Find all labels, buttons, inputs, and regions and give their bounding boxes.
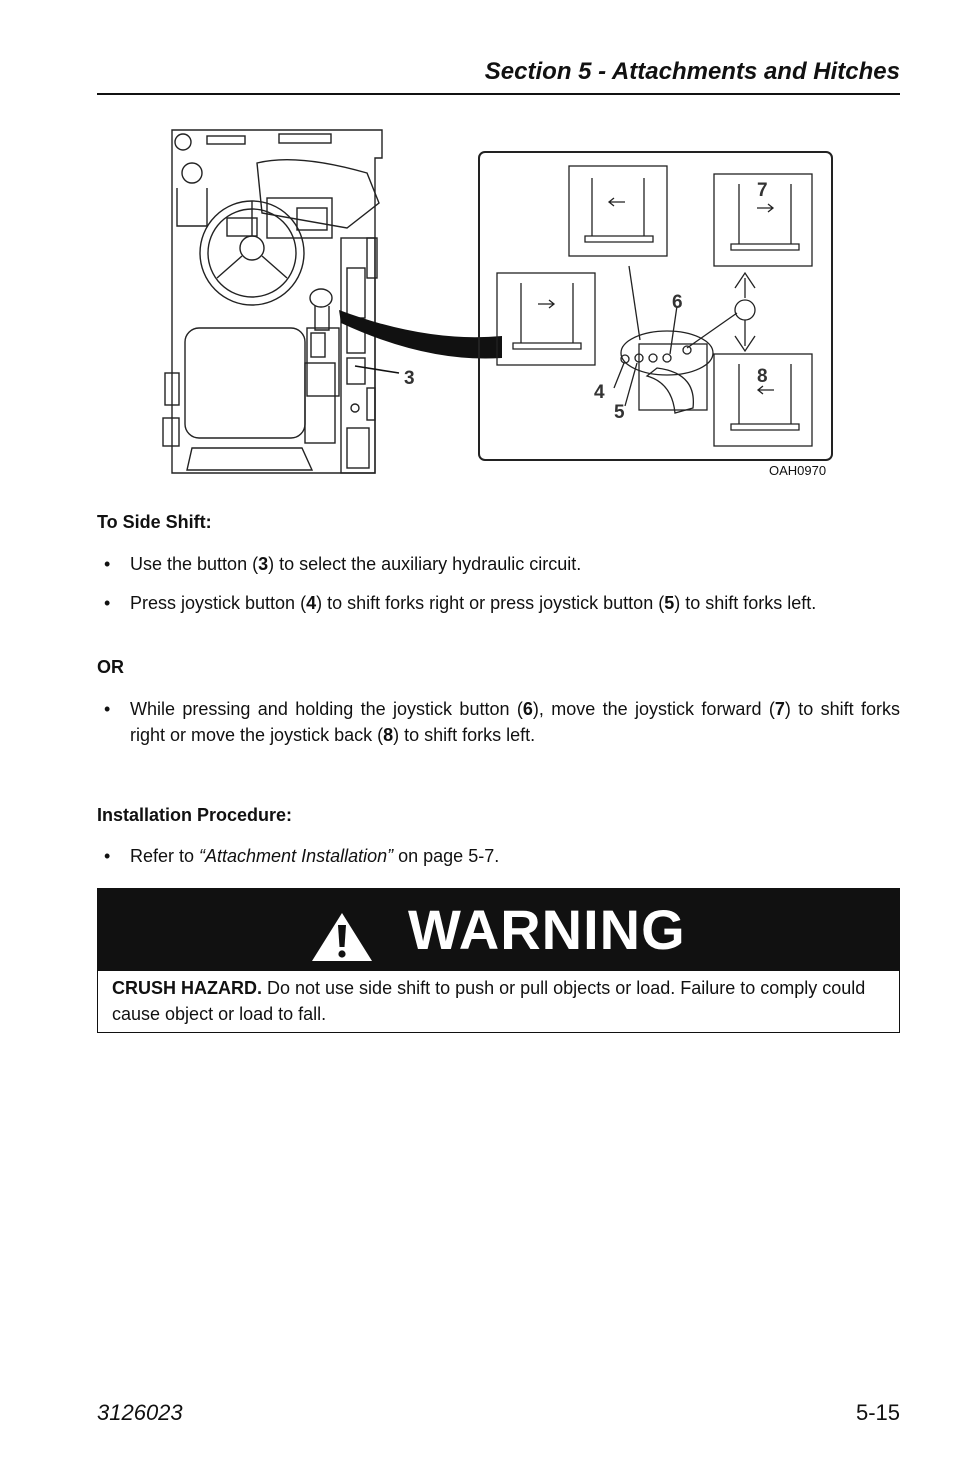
callout-4: 4 — [594, 382, 605, 403]
warning-bar — [98, 889, 899, 971]
side-shift-heading: To Side Shift: — [97, 512, 212, 532]
warning-title: WARNING — [408, 898, 686, 961]
figure-id: OAH0970 — [769, 463, 827, 478]
bullet-dot: • — [104, 846, 111, 866]
installation-heading: Installation Procedure: — [97, 805, 293, 825]
section-title: Section 5 - Attachments and Hitches — [484, 58, 900, 85]
warning-box — [97, 888, 900, 1033]
callout-3: 3 — [404, 368, 415, 389]
bullet-joystick-move: • While pressing and holding the joystick button (6), move the joystick forward (7) to shift forks right or move the joystick back (8) to shift forks left. — [104, 696, 900, 748]
page-number: 5-15 — [855, 1400, 900, 1425]
callout-7: 7 — [757, 180, 768, 201]
or-heading: OR — [97, 657, 124, 677]
bullet-dot: • — [104, 699, 111, 719]
callout-8: 8 — [757, 366, 768, 387]
bullet-refer-installation: • Refer to “Attachment Installation” on page 5-7. — [104, 843, 900, 869]
header-rule — [97, 93, 900, 95]
warning-triangle-icon — [310, 911, 374, 963]
joystick-side-shift-figure — [97, 118, 900, 488]
bullet-dot: • — [104, 593, 111, 613]
bullet-press-buttons: • Press joystick button (4) to shift forks right or press joystick button (5) to shift forks left. — [104, 590, 900, 616]
doc-number: 3126023 — [97, 1400, 183, 1425]
callout-6: 6 — [672, 292, 683, 313]
bullet-select-circuit: • Use the button (3) to select the auxiliary hydraulic circuit. — [104, 551, 900, 577]
bullet-dot: • — [104, 554, 111, 574]
callout-5: 5 — [614, 402, 625, 423]
warning-text: CRUSH HAZARD. Do not use side shift to push or pull objects or load. Failure to comply could cause object or load to fall. — [112, 978, 866, 1024]
